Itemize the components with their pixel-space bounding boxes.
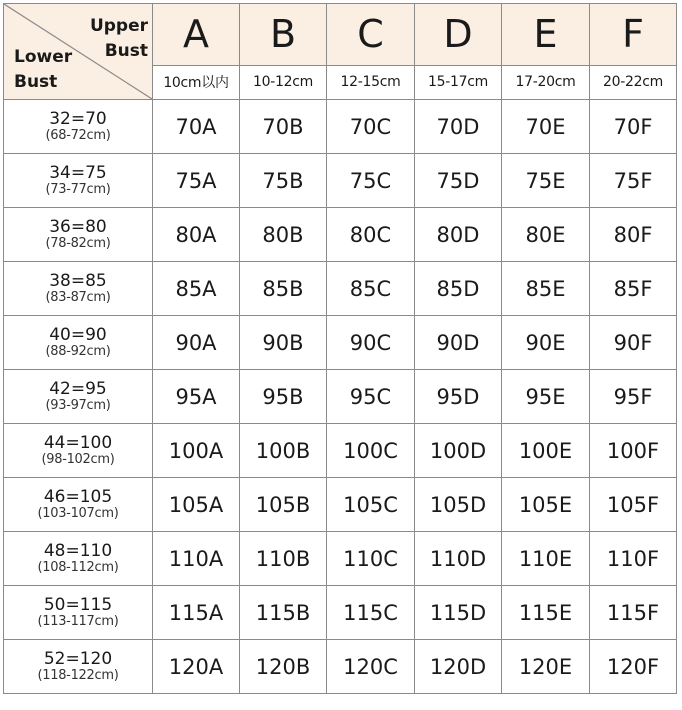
band-range: (98-102cm) xyxy=(41,451,115,467)
size-cell: 105F xyxy=(590,478,677,532)
size-cell: 110E xyxy=(502,532,590,586)
size-cell: 120F xyxy=(590,640,677,694)
size-cell: 120E xyxy=(502,640,590,694)
table-row xyxy=(4,478,677,532)
band-range: (113-117cm) xyxy=(37,613,119,629)
size-cell: 80A xyxy=(153,208,240,262)
table-row xyxy=(4,424,677,478)
cup-letter: C xyxy=(327,4,415,66)
size-cell: 90E xyxy=(502,316,590,370)
size-cell: 75D xyxy=(415,154,502,208)
size-cell: 75E xyxy=(502,154,590,208)
table-row xyxy=(4,208,677,262)
table-row xyxy=(4,532,677,586)
size-cell: 80B xyxy=(240,208,327,262)
size-cell: 100B xyxy=(240,424,327,478)
band-size-cell xyxy=(4,154,153,208)
band-size-cell xyxy=(4,100,153,154)
size-cell: 100F xyxy=(590,424,677,478)
band-range: (83-87cm) xyxy=(45,289,111,305)
band-size-cell xyxy=(4,586,153,640)
size-cell: 90B xyxy=(240,316,327,370)
size-cell: 115E xyxy=(502,586,590,640)
band-size-cell xyxy=(4,424,153,478)
size-cell: 75A xyxy=(153,154,240,208)
size-cell: 110D xyxy=(415,532,502,586)
upper-bust-label: Upper Bust xyxy=(89,16,148,61)
cup-range: 10-12cm xyxy=(240,65,327,99)
bra-size-chart xyxy=(3,3,677,694)
size-cell: 70C xyxy=(327,100,415,154)
table-row xyxy=(4,370,677,424)
band-size: 36=80 xyxy=(49,216,107,237)
band-size-cell xyxy=(4,316,153,370)
size-cell: 120D xyxy=(415,640,502,694)
cup-range: 10cm以内 xyxy=(153,65,240,99)
band-range: (78-82cm) xyxy=(45,235,111,251)
size-cell: 110F xyxy=(590,532,677,586)
size-cell: 70A xyxy=(153,100,240,154)
size-cell: 90F xyxy=(590,316,677,370)
corner-header xyxy=(4,4,153,100)
size-cell: 90D xyxy=(415,316,502,370)
cup-letter: F xyxy=(590,4,677,66)
cup-letter: E xyxy=(502,4,590,66)
cup-letter: B xyxy=(240,4,327,66)
size-cell: 70B xyxy=(240,100,327,154)
band-size: 34=75 xyxy=(49,162,107,183)
size-cell: 95C xyxy=(327,370,415,424)
size-cell: 100E xyxy=(502,424,590,478)
cup-letter: A xyxy=(153,4,240,66)
size-cell: 110A xyxy=(153,532,240,586)
band-size: 38=85 xyxy=(49,270,107,291)
size-cell: 110B xyxy=(240,532,327,586)
size-cell: 110C xyxy=(327,532,415,586)
size-cell: 95F xyxy=(590,370,677,424)
cup-letter: D xyxy=(415,4,502,66)
size-cell: 115F xyxy=(590,586,677,640)
size-cell: 90C xyxy=(327,316,415,370)
band-size-cell xyxy=(4,640,153,694)
cup-range: 12-15cm xyxy=(327,65,415,99)
size-cell: 105C xyxy=(327,478,415,532)
size-cell: 80C xyxy=(327,208,415,262)
size-cell: 80F xyxy=(590,208,677,262)
size-cell: 85F xyxy=(590,262,677,316)
size-cell: 105D xyxy=(415,478,502,532)
size-cell: 115D xyxy=(415,586,502,640)
band-size: 46=105 xyxy=(43,486,113,507)
size-cell: 75C xyxy=(327,154,415,208)
band-range: (73-77cm) xyxy=(45,181,111,197)
band-range: (108-112cm) xyxy=(37,559,119,575)
band-size-cell xyxy=(4,208,153,262)
size-cell: 70D xyxy=(415,100,502,154)
band-size-cell xyxy=(4,370,153,424)
band-size-cell xyxy=(4,532,153,586)
size-cell: 80E xyxy=(502,208,590,262)
size-rows xyxy=(4,100,677,694)
band-size: 48=110 xyxy=(43,540,113,561)
size-cell: 85E xyxy=(502,262,590,316)
size-cell: 75F xyxy=(590,154,677,208)
band-size: 44=100 xyxy=(43,432,113,453)
size-cell: 85B xyxy=(240,262,327,316)
band-size: 32=70 xyxy=(49,108,107,129)
size-cell: 100D xyxy=(415,424,502,478)
band-size-cell xyxy=(4,478,153,532)
size-cell: 70F xyxy=(590,100,677,154)
size-cell: 95D xyxy=(415,370,502,424)
size-cell: 105A xyxy=(153,478,240,532)
lower-bust-label: Lower Bust xyxy=(14,47,73,92)
size-cell: 115B xyxy=(240,586,327,640)
size-cell: 95A xyxy=(153,370,240,424)
size-cell: 120C xyxy=(327,640,415,694)
size-cell: 85C xyxy=(327,262,415,316)
table-row xyxy=(4,586,677,640)
table-row xyxy=(4,640,677,694)
band-range: (118-122cm) xyxy=(37,667,119,683)
size-cell: 70E xyxy=(502,100,590,154)
size-cell: 120B xyxy=(240,640,327,694)
table-row xyxy=(4,100,677,154)
size-cell: 95E xyxy=(502,370,590,424)
band-size: 52=120 xyxy=(43,648,113,669)
cup-range: 17-20cm xyxy=(502,65,590,99)
band-range: (103-107cm) xyxy=(37,505,119,521)
band-size: 50=115 xyxy=(43,594,113,615)
size-cell: 105B xyxy=(240,478,327,532)
cup-range: 15-17cm xyxy=(415,65,502,99)
band-range: (93-97cm) xyxy=(45,397,111,413)
size-cell: 120A xyxy=(153,640,240,694)
band-size: 40=90 xyxy=(49,324,107,345)
size-cell: 75B xyxy=(240,154,327,208)
band-range: (68-72cm) xyxy=(45,127,111,143)
size-cell: 115C xyxy=(327,586,415,640)
size-cell: 100C xyxy=(327,424,415,478)
table-row xyxy=(4,316,677,370)
size-cell: 85A xyxy=(153,262,240,316)
size-cell: 115A xyxy=(153,586,240,640)
table-row xyxy=(4,262,677,316)
size-cell: 105E xyxy=(502,478,590,532)
size-cell: 90A xyxy=(153,316,240,370)
band-size-cell xyxy=(4,262,153,316)
size-cell: 80D xyxy=(415,208,502,262)
table-row xyxy=(4,154,677,208)
size-cell: 100A xyxy=(153,424,240,478)
size-cell: 95B xyxy=(240,370,327,424)
cup-range: 20-22cm xyxy=(590,65,677,99)
size-cell: 85D xyxy=(415,262,502,316)
band-size: 42=95 xyxy=(49,378,107,399)
band-range: (88-92cm) xyxy=(45,343,111,359)
